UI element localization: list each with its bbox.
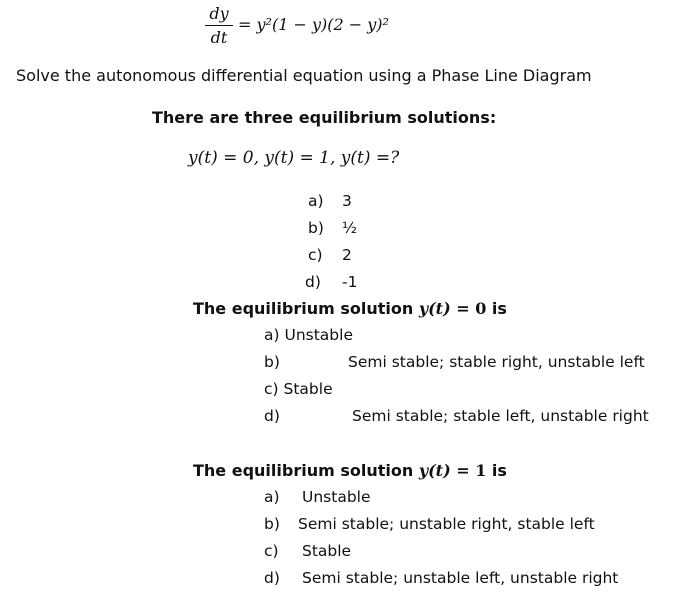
option-letter: d) [264, 569, 280, 587]
q3-option-d[interactable] [264, 569, 619, 587]
option-text: 2 [342, 246, 352, 264]
option-letter: b) [308, 219, 324, 237]
q1-option-d[interactable] [305, 273, 358, 291]
q1-option-a[interactable] [308, 192, 352, 210]
option-letter: a) [308, 192, 324, 210]
option-letter: b) [264, 515, 280, 533]
option-letter: b) [264, 353, 280, 371]
q1-option-b[interactable] [308, 219, 358, 237]
option-letter: d) [264, 407, 280, 425]
equation-rhs: = y²(1 − y)(2 − y)² [238, 15, 389, 34]
fraction-denominator: dt [210, 28, 228, 47]
option-text: Semi stable; unstable left, unstable right [302, 569, 619, 587]
option-letter: d) [305, 273, 321, 291]
option-letter: c) [308, 246, 323, 264]
option-text: Semi stable; stable right, unstable left [348, 353, 645, 371]
equilibrium-solutions-list: y(t) = 0, y(t) = 1, y(t) =? [188, 148, 400, 168]
q3-option-c[interactable] [264, 542, 352, 560]
q3-option-b[interactable] [264, 515, 595, 533]
option-text: ½ [342, 219, 358, 237]
option-text: 3 [342, 192, 352, 210]
question2-heading: The equilibrium solution y(t) = 0 is [193, 299, 507, 318]
option-text: -1 [342, 273, 358, 291]
derivative-fraction [205, 4, 233, 48]
q1-option-c[interactable] [308, 246, 352, 264]
option-letter: c) [264, 380, 279, 398]
question3-heading: The equilibrium solution y(t) = 1 is [193, 461, 507, 480]
option-text: Semi stable; unstable right, stable left [298, 515, 595, 533]
fraction-numerator: dy [209, 4, 229, 23]
option-text: Stable [302, 542, 352, 560]
option-letter: a) [264, 488, 280, 506]
q2-option-d[interactable] [264, 407, 649, 425]
fraction-bar [205, 25, 233, 26]
q2-option-a[interactable] [264, 326, 353, 344]
q2-option-c[interactable] [264, 380, 333, 398]
option-text: Stable [283, 380, 333, 398]
option-letter: c) [264, 542, 279, 560]
option-text: Semi stable; stable left, unstable right [352, 407, 649, 425]
question1-heading: There are three equilibrium solutions: [152, 108, 497, 127]
instruction-text: Solve the autonomous differential equation using a Phase Line Diagram [16, 66, 592, 85]
q2-option-b[interactable] [264, 353, 645, 371]
option-letter: a) [264, 326, 280, 344]
q3-option-a[interactable] [264, 488, 371, 506]
option-text: Unstable [302, 488, 371, 506]
option-text: Unstable [284, 326, 353, 344]
